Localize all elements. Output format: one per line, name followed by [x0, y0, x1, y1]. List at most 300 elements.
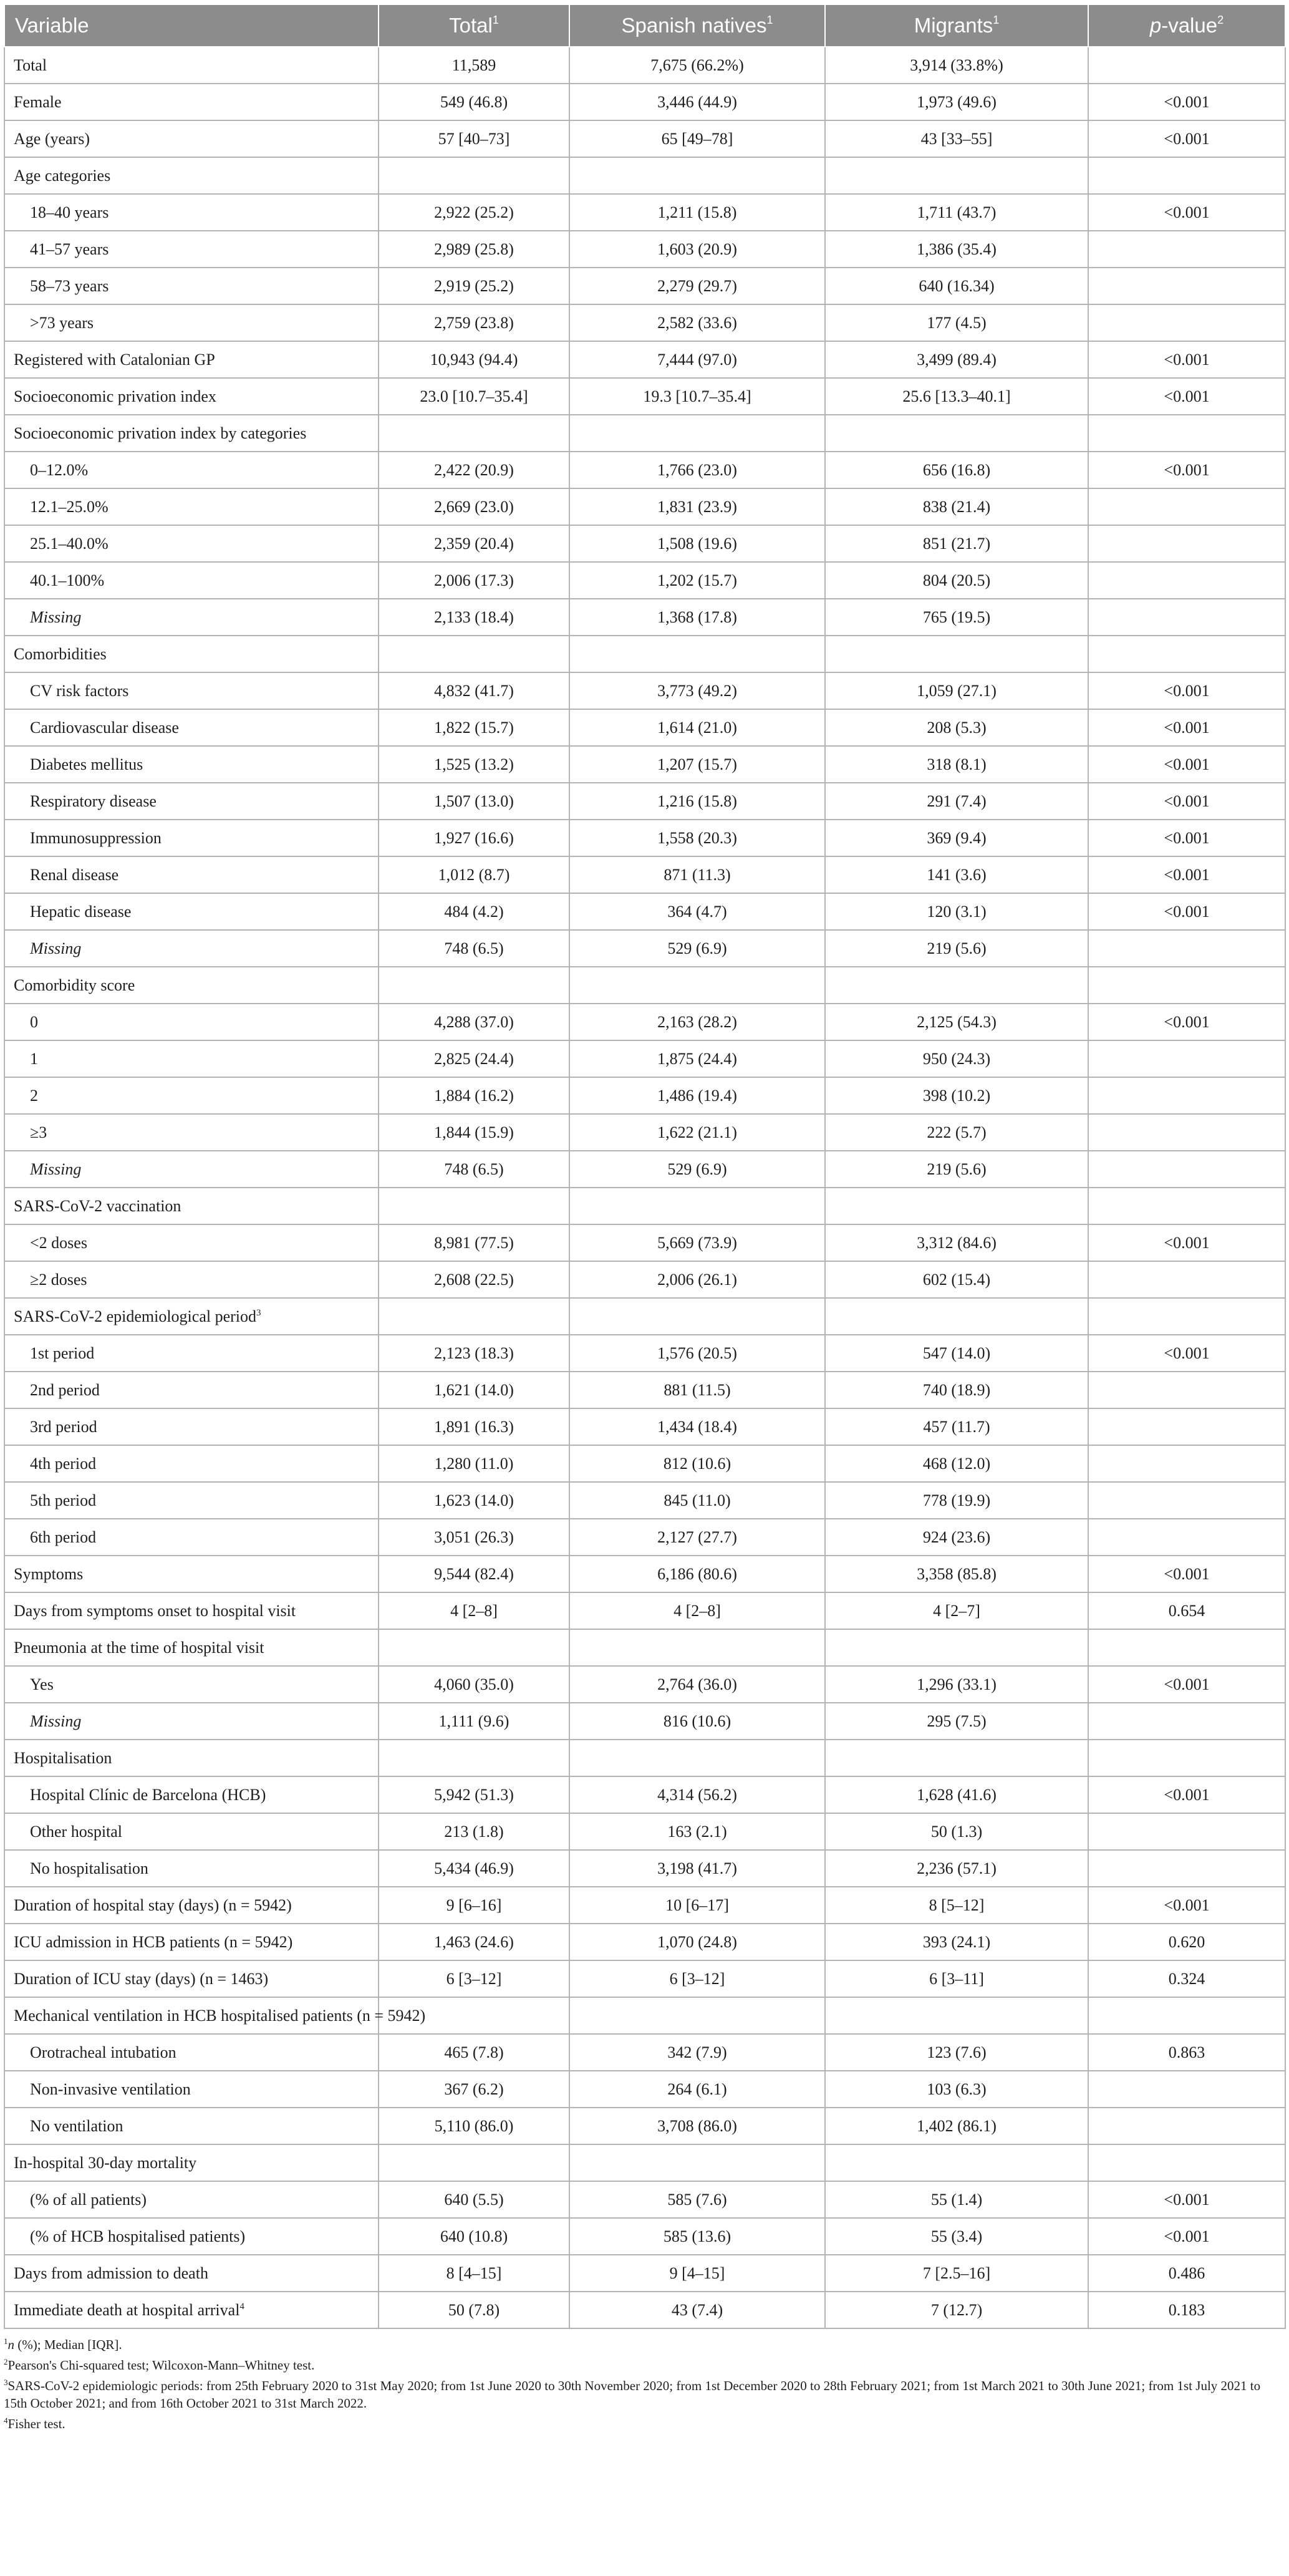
cell-total — [379, 1629, 569, 1666]
section-header-row — [4, 1298, 1285, 1335]
table-row — [4, 47, 1285, 84]
data-table — [4, 4, 1286, 2329]
row-label — [4, 856, 379, 893]
row-label — [4, 1151, 379, 1188]
row-label — [4, 930, 379, 967]
row-label-text: 2nd period — [30, 1380, 100, 1399]
cell-p: <0.001 — [1088, 1776, 1285, 1813]
table-row — [4, 1519, 1285, 1556]
row-label — [4, 2034, 379, 2071]
cell-p: <0.001 — [1088, 378, 1285, 415]
cell-p: <0.001 — [1088, 2181, 1285, 2218]
table-row — [4, 120, 1285, 157]
cell-p: <0.001 — [1088, 194, 1285, 231]
row-label-text: Days from admission to death — [14, 2264, 208, 2282]
cell-total — [379, 1298, 569, 1335]
cell-natives: 1,486 (19.4) — [569, 1077, 825, 1114]
cell-migrants: 950 (24.3) — [825, 1040, 1088, 1077]
row-label-text: 12.1–25.0% — [30, 497, 109, 516]
table-row — [4, 1850, 1285, 1887]
footnote-marker: 2 — [4, 2357, 8, 2366]
cell-migrants: 1,628 (41.6) — [825, 1776, 1088, 1813]
header-total-text: Total — [449, 14, 493, 37]
row-label-text: 0 — [30, 1012, 38, 1031]
cell-migrants: 369 (9.4) — [825, 820, 1088, 856]
row-label — [4, 1445, 379, 1482]
row-label-text: Orotracheal intubation — [30, 2043, 176, 2061]
cell-migrants: 177 (4.5) — [825, 304, 1088, 341]
cell-total: 1,507 (13.0) — [379, 783, 569, 820]
table-row — [4, 820, 1285, 856]
row-label-text: 41–57 years — [30, 240, 109, 258]
cell-migrants: 8 [5–12] — [825, 1887, 1088, 1924]
cell-migrants: 640 (16.34) — [825, 268, 1088, 304]
row-label — [4, 1666, 379, 1703]
cell-total: 748 (6.5) — [379, 1151, 569, 1188]
cell-natives: 1,070 (24.8) — [569, 1924, 825, 1960]
row-label — [4, 1592, 379, 1629]
cell-migrants — [825, 1629, 1088, 1666]
cell-natives: 585 (7.6) — [569, 2181, 825, 2218]
cell-p: <0.001 — [1088, 1556, 1285, 1592]
cell-p — [1088, 268, 1285, 304]
row-label — [4, 2218, 379, 2255]
row-label-text: Diabetes mellitus — [30, 755, 143, 773]
table-row — [4, 1924, 1285, 1960]
cell-natives: 529 (6.9) — [569, 930, 825, 967]
cell-p — [1088, 1703, 1285, 1740]
row-label-text: Cardiovascular disease — [30, 718, 179, 737]
cell-migrants: 50 (1.3) — [825, 1813, 1088, 1850]
row-label-text: ICU admission in HCB patients (n = 5942) — [14, 1932, 293, 1951]
row-label-sup: 4 — [239, 2301, 244, 2312]
row-label-text: Hepatic disease — [30, 902, 132, 921]
header-migrants-text: Migrants — [914, 14, 993, 37]
cell-migrants: 295 (7.5) — [825, 1703, 1088, 1740]
section-header-row — [4, 415, 1285, 452]
cell-total: 4,060 (35.0) — [379, 1666, 569, 1703]
cell-total: 2,422 (20.9) — [379, 452, 569, 488]
row-label-text: Socioeconomic privation index — [14, 387, 216, 405]
cell-natives: 3,446 (44.9) — [569, 84, 825, 120]
row-label-text: Yes — [30, 1675, 54, 1693]
cell-natives: 6,186 (80.6) — [569, 1556, 825, 1592]
cell-migrants: 208 (5.3) — [825, 709, 1088, 746]
row-label — [4, 1556, 379, 1592]
cell-migrants: 924 (23.6) — [825, 1519, 1088, 1556]
row-label — [4, 1298, 379, 1335]
row-label — [4, 304, 379, 341]
cell-migrants: 291 (7.4) — [825, 783, 1088, 820]
cell-p — [1088, 930, 1285, 967]
cell-natives: 7,444 (97.0) — [569, 341, 825, 378]
row-label — [4, 1740, 379, 1776]
row-label-text: 1st period — [30, 1344, 95, 1362]
cell-p — [1088, 2108, 1285, 2144]
cell-total: 4,832 (41.7) — [379, 672, 569, 709]
cell-total: 8,981 (77.5) — [379, 1224, 569, 1261]
header-total-sup: 1 — [492, 14, 499, 26]
cell-total: 484 (4.2) — [379, 893, 569, 930]
cell-p: <0.001 — [1088, 1335, 1285, 1372]
cell-p — [1088, 1740, 1285, 1776]
cell-total: 10,943 (94.4) — [379, 341, 569, 378]
table-row — [4, 1960, 1285, 1997]
row-label-text: SARS-CoV-2 epidemiological period — [14, 1307, 257, 1325]
table-row — [4, 525, 1285, 562]
header-p-rest: -value — [1161, 14, 1218, 37]
table-row — [4, 2181, 1285, 2218]
row-label-text: (% of HCB hospitalised patients) — [30, 2227, 246, 2245]
cell-natives — [569, 636, 825, 672]
table-row — [4, 1482, 1285, 1519]
cell-p: <0.001 — [1088, 783, 1285, 820]
cell-migrants: 7 [2.5–16] — [825, 2255, 1088, 2292]
row-label — [4, 1224, 379, 1261]
cell-total: 50 (7.8) — [379, 2292, 569, 2328]
table-row — [4, 268, 1285, 304]
cell-natives: 163 (2.1) — [569, 1813, 825, 1850]
cell-p: <0.001 — [1088, 893, 1285, 930]
cell-migrants: 765 (19.5) — [825, 599, 1088, 636]
cell-p — [1088, 1519, 1285, 1556]
cell-natives: 3,708 (86.0) — [569, 2108, 825, 2144]
cell-natives — [569, 415, 825, 452]
footnote-marker: 4 — [4, 2416, 8, 2425]
row-label — [4, 2292, 379, 2328]
table-row — [4, 746, 1285, 783]
row-label-text: Missing — [30, 939, 82, 957]
row-label — [4, 1261, 379, 1298]
row-label — [4, 783, 379, 820]
cell-migrants — [825, 2144, 1088, 2181]
table-row — [4, 1592, 1285, 1629]
cell-natives: 3,198 (41.7) — [569, 1850, 825, 1887]
row-label-text: Symptoms — [14, 1564, 84, 1583]
cell-migrants — [825, 967, 1088, 1004]
row-label — [4, 1114, 379, 1151]
cell-total — [379, 415, 569, 452]
row-label — [4, 1408, 379, 1445]
cell-migrants: 25.6 [13.3–40.1] — [825, 378, 1088, 415]
cell-migrants: 1,711 (43.7) — [825, 194, 1088, 231]
row-label-text: No hospitalisation — [30, 1859, 148, 1877]
section-header-row — [4, 1740, 1285, 1776]
cell-p — [1088, 2071, 1285, 2108]
row-label-text: Renal disease — [30, 865, 119, 884]
cell-total: 549 (46.8) — [379, 84, 569, 120]
row-label-text: Hospitalisation — [14, 1748, 112, 1767]
header-natives — [569, 4, 825, 47]
cell-p — [1088, 1408, 1285, 1445]
cell-natives: 9 [4–15] — [569, 2255, 825, 2292]
header-variable — [4, 4, 379, 47]
header-natives-sup: 1 — [766, 14, 773, 26]
cell-p: <0.001 — [1088, 84, 1285, 120]
row-label — [4, 231, 379, 268]
cell-migrants: 3,914 (33.8%) — [825, 47, 1088, 84]
cell-p: 0.183 — [1088, 2292, 1285, 2328]
row-label-text: Total — [14, 56, 47, 74]
cell-p: 0.863 — [1088, 2034, 1285, 2071]
cell-total: 6 [3–12] — [379, 1960, 569, 1997]
row-label — [4, 2144, 379, 2181]
table-row — [4, 1445, 1285, 1482]
cell-p — [1088, 1151, 1285, 1188]
cell-migrants: 656 (16.8) — [825, 452, 1088, 488]
cell-migrants: 219 (5.6) — [825, 930, 1088, 967]
cell-migrants: 103 (6.3) — [825, 2071, 1088, 2108]
row-label-text: 25.1–40.0% — [30, 534, 109, 553]
cell-p: <0.001 — [1088, 1004, 1285, 1040]
row-label-text: Other hospital — [30, 1822, 123, 1841]
cell-total — [379, 2144, 569, 2181]
cell-total — [379, 636, 569, 672]
table-row — [4, 1114, 1285, 1151]
cell-natives: 1,614 (21.0) — [569, 709, 825, 746]
row-label — [4, 415, 379, 452]
cell-p — [1088, 1040, 1285, 1077]
cell-p — [1088, 1445, 1285, 1482]
row-label-text: 58–73 years — [30, 276, 109, 295]
row-label — [4, 2255, 379, 2292]
table-row — [4, 452, 1285, 488]
cell-natives: 812 (10.6) — [569, 1445, 825, 1482]
section-header-row — [4, 967, 1285, 1004]
cell-natives: 1,766 (23.0) — [569, 452, 825, 488]
cell-total: 1,891 (16.3) — [379, 1408, 569, 1445]
cell-natives — [569, 157, 825, 194]
cell-natives: 2,582 (33.6) — [569, 304, 825, 341]
cell-p — [1088, 599, 1285, 636]
cell-p: <0.001 — [1088, 120, 1285, 157]
cell-natives: 845 (11.0) — [569, 1482, 825, 1519]
row-label-text: Respiratory disease — [30, 792, 157, 810]
cell-p — [1088, 562, 1285, 599]
cell-p: <0.001 — [1088, 820, 1285, 856]
footnote-marker: 3 — [4, 2378, 8, 2387]
row-label — [4, 452, 379, 488]
cell-migrants: 1,296 (33.1) — [825, 1666, 1088, 1703]
footnotes — [4, 2333, 1285, 2433]
row-label — [4, 1813, 379, 1850]
row-label — [4, 268, 379, 304]
table-header — [4, 4, 1285, 47]
cell-natives: 3,773 (49.2) — [569, 672, 825, 709]
cell-total: 2,922 (25.2) — [379, 194, 569, 231]
cell-natives — [569, 1740, 825, 1776]
section-header-row — [4, 1629, 1285, 1666]
row-label — [4, 2071, 379, 2108]
table-row — [4, 1077, 1285, 1114]
cell-p — [1088, 157, 1285, 194]
table-row — [4, 231, 1285, 268]
cell-natives: 816 (10.6) — [569, 1703, 825, 1740]
table-row — [4, 2292, 1285, 2328]
cell-migrants — [825, 1740, 1088, 1776]
cell-natives: 1,211 (15.8) — [569, 194, 825, 231]
cell-total: 1,280 (11.0) — [379, 1445, 569, 1482]
cell-migrants: 219 (5.6) — [825, 1151, 1088, 1188]
row-label-text: CV risk factors — [30, 681, 129, 700]
cell-natives: 881 (11.5) — [569, 1372, 825, 1408]
footnote-text: Pearson's Chi-squared test; Wilcoxon-Mann–Whitney test. — [7, 2358, 315, 2373]
row-label-text: Registered with Catalonian GP — [14, 350, 215, 369]
table-row — [4, 599, 1285, 636]
cell-p: <0.001 — [1088, 452, 1285, 488]
cell-total: 5,434 (46.9) — [379, 1850, 569, 1887]
cell-total: 213 (1.8) — [379, 1813, 569, 1850]
footnote-marker: 1 — [4, 2336, 8, 2346]
row-label-text: 0–12.0% — [30, 460, 89, 479]
cell-migrants: 6 [3–11] — [825, 1960, 1088, 1997]
cell-p: <0.001 — [1088, 746, 1285, 783]
row-label-text: Duration of hospital stay (days) (n = 5942) — [14, 1896, 292, 1914]
row-label — [4, 1776, 379, 1813]
cell-natives: 264 (6.1) — [569, 2071, 825, 2108]
cell-natives: 2,764 (36.0) — [569, 1666, 825, 1703]
table-row — [4, 1224, 1285, 1261]
row-label-text: >73 years — [30, 313, 94, 332]
row-label-text: 6th period — [30, 1528, 97, 1546]
row-label-text: No ventilation — [30, 2116, 123, 2135]
cell-p — [1088, 415, 1285, 452]
cell-total: 9,544 (82.4) — [379, 1556, 569, 1592]
cell-natives: 1,603 (20.9) — [569, 231, 825, 268]
cell-natives: 1,622 (21.1) — [569, 1114, 825, 1151]
cell-migrants: 120 (3.1) — [825, 893, 1088, 930]
row-label-text: 4th period — [30, 1454, 97, 1473]
header-p-italic: p — [1149, 14, 1162, 37]
footnote-text: (%); Median [IQR]. — [14, 2337, 122, 2352]
table-row — [4, 856, 1285, 893]
cell-migrants: 547 (14.0) — [825, 1335, 1088, 1372]
cell-total: 640 (10.8) — [379, 2218, 569, 2255]
cell-migrants: 778 (19.9) — [825, 1482, 1088, 1519]
cell-total — [379, 1740, 569, 1776]
cell-p: 0.654 — [1088, 1592, 1285, 1629]
row-label — [4, 1482, 379, 1519]
table-row — [4, 709, 1285, 746]
cell-total: 748 (6.5) — [379, 930, 569, 967]
row-label-text: 18–40 years — [30, 203, 109, 221]
cell-total: 23.0 [10.7–35.4] — [379, 378, 569, 415]
cell-natives: 4,314 (56.2) — [569, 1776, 825, 1813]
cell-p: <0.001 — [1088, 341, 1285, 378]
cell-natives: 6 [3–12] — [569, 1960, 825, 1997]
cell-p — [1088, 488, 1285, 525]
cell-natives — [569, 2144, 825, 2181]
section-header-row — [4, 1997, 1285, 2034]
row-label — [4, 1077, 379, 1114]
row-label — [4, 84, 379, 120]
row-label — [4, 1887, 379, 1924]
row-label — [4, 562, 379, 599]
cell-total: 1,927 (16.6) — [379, 820, 569, 856]
cell-p — [1088, 1114, 1285, 1151]
cell-migrants: 393 (24.1) — [825, 1924, 1088, 1960]
row-label-text: Comorbidities — [14, 644, 107, 663]
row-label — [4, 1960, 379, 1997]
cell-total: 2,608 (22.5) — [379, 1261, 569, 1298]
cell-migrants — [825, 415, 1088, 452]
table-row — [4, 1703, 1285, 1740]
row-label-text: 40.1–100% — [30, 571, 105, 589]
cell-migrants: 1,973 (49.6) — [825, 84, 1088, 120]
row-label — [4, 820, 379, 856]
table-row — [4, 488, 1285, 525]
table-row — [4, 1556, 1285, 1592]
cell-total: 2,759 (23.8) — [379, 304, 569, 341]
cell-migrants: 7 (12.7) — [825, 2292, 1088, 2328]
row-label-sup: 3 — [256, 1307, 261, 1318]
cell-natives: 1,207 (15.7) — [569, 746, 825, 783]
table-row — [4, 1408, 1285, 1445]
row-label-text: Age categories — [14, 166, 111, 185]
row-label-text: Missing — [30, 608, 82, 626]
header-p-sup: 2 — [1217, 14, 1224, 26]
cell-p — [1088, 1188, 1285, 1224]
cell-migrants — [825, 636, 1088, 672]
cell-natives: 4 [2–8] — [569, 1592, 825, 1629]
cell-total: 4,288 (37.0) — [379, 1004, 569, 1040]
table-row — [4, 1776, 1285, 1813]
table-row — [4, 194, 1285, 231]
row-label — [4, 488, 379, 525]
row-label-text: Socioeconomic privation index by categories — [14, 424, 307, 442]
cell-natives — [569, 1298, 825, 1335]
section-header-row — [4, 1188, 1285, 1224]
row-label-text: ≥3 — [30, 1123, 47, 1141]
cell-migrants: 123 (7.6) — [825, 2034, 1088, 2071]
cell-migrants: 4 [2–7] — [825, 1592, 1088, 1629]
cell-total — [379, 967, 569, 1004]
cell-migrants: 468 (12.0) — [825, 1445, 1088, 1482]
row-label — [4, 1629, 379, 1666]
cell-p — [1088, 967, 1285, 1004]
row-label — [4, 1335, 379, 1372]
row-label — [4, 157, 379, 194]
row-label — [4, 378, 379, 415]
cell-natives: 342 (7.9) — [569, 2034, 825, 2071]
table-row — [4, 2071, 1285, 2108]
cell-total: 1,012 (8.7) — [379, 856, 569, 893]
row-label — [4, 746, 379, 783]
cell-total: 1,822 (15.7) — [379, 709, 569, 746]
table-row — [4, 1813, 1285, 1850]
cell-p: <0.001 — [1088, 1887, 1285, 1924]
cell-natives: 1,368 (17.8) — [569, 599, 825, 636]
cell-natives: 2,163 (28.2) — [569, 1004, 825, 1040]
row-label-text: 2 — [30, 1086, 38, 1105]
row-label-text: 1 — [30, 1049, 38, 1068]
cell-natives: 529 (6.9) — [569, 1151, 825, 1188]
row-label-text: Missing — [30, 1160, 82, 1178]
cell-migrants: 222 (5.7) — [825, 1114, 1088, 1151]
header-migrants — [825, 4, 1088, 47]
cell-total: 2,919 (25.2) — [379, 268, 569, 304]
table-row — [4, 1887, 1285, 1924]
table-row — [4, 1261, 1285, 1298]
table-row — [4, 930, 1285, 967]
cell-total: 1,844 (15.9) — [379, 1114, 569, 1151]
cell-total: 9 [6–16] — [379, 1887, 569, 1924]
row-label-text: Immediate death at hospital arrival — [14, 2300, 240, 2319]
cell-migrants: 740 (18.9) — [825, 1372, 1088, 1408]
row-label — [4, 47, 379, 84]
cell-migrants: 55 (1.4) — [825, 2181, 1088, 2218]
section-header-row — [4, 2144, 1285, 2181]
